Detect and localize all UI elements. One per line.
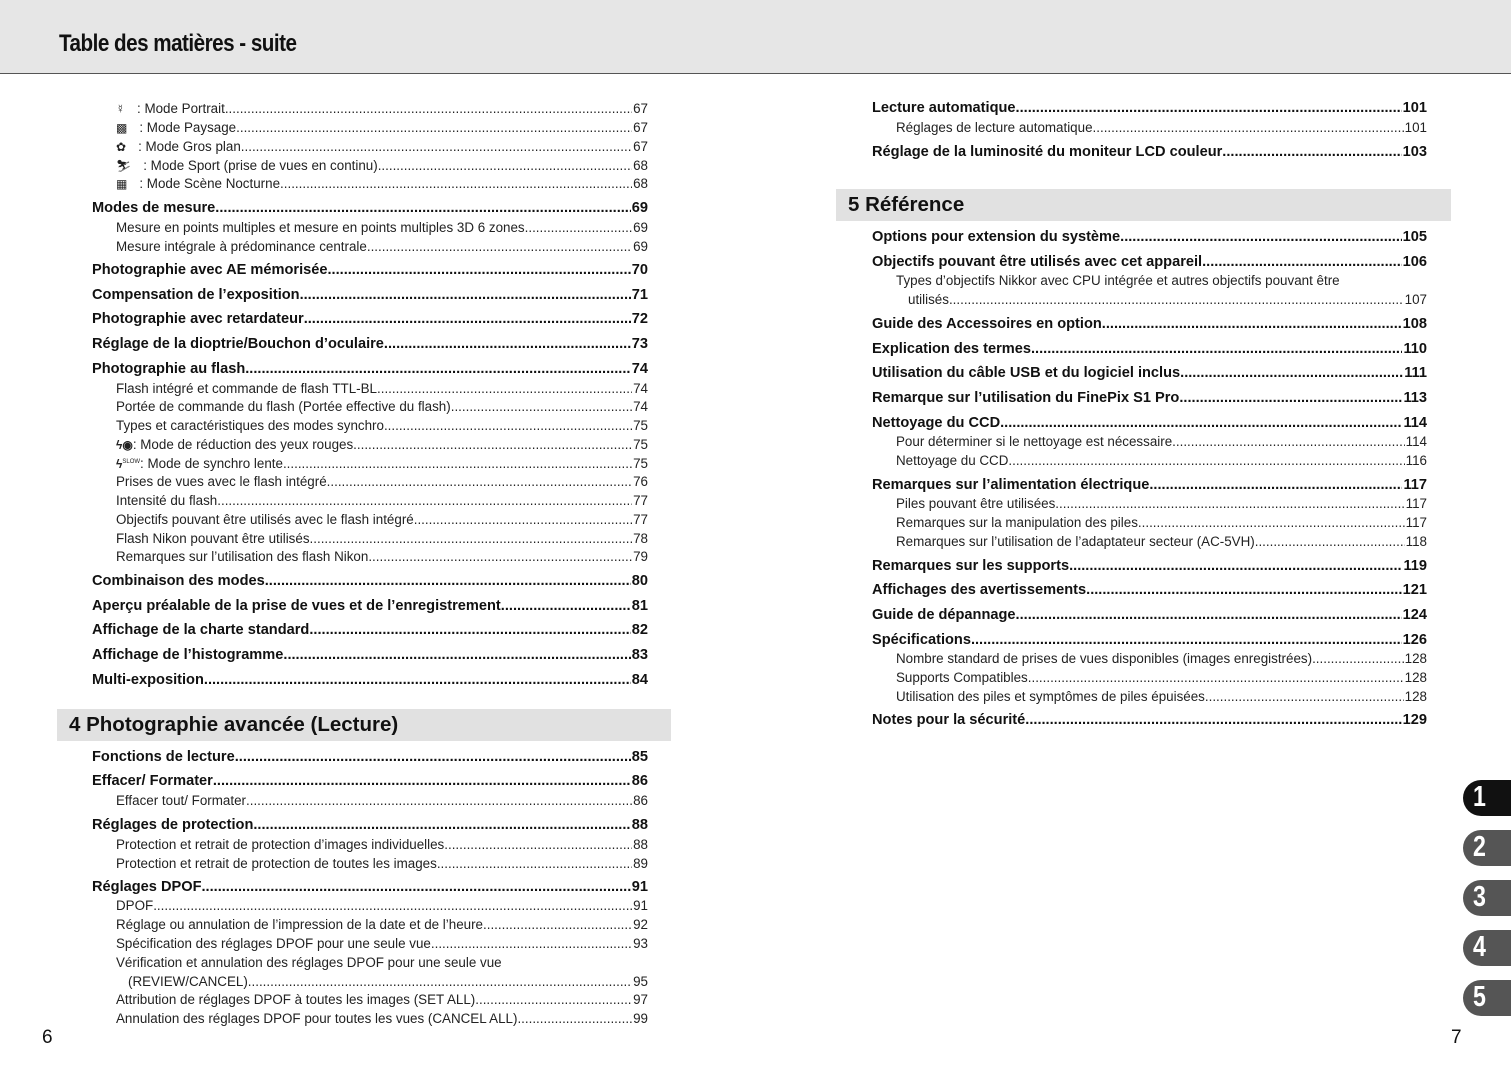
chapter-tab-label: 1 [1473,781,1486,813]
toc-subentry[interactable] [92,239,648,254]
leader-dots [501,598,631,615]
toc-entry-text: Utilisation des piles et symptômes de piles épuisées [896,689,1205,704]
leader-dots [1180,365,1403,382]
toc-subentry[interactable] [92,856,648,871]
toc-entry-text: : Mode Portrait [137,101,225,116]
leader-dots [367,239,632,254]
leader-dots [1008,453,1404,468]
toc-entry-text: Objectifs pouvant être utilisés avec le flash intégré [116,512,414,527]
leader-dots [204,672,631,689]
leader-dots [1222,144,1401,161]
toc-page-number: 73 [631,336,648,352]
toc-page-number: 99 [633,1011,648,1026]
toc-page-number: 126 [1402,632,1427,648]
toc-entry[interactable] [872,365,1427,382]
leader-dots [1025,712,1401,729]
chapter-tab-3[interactable] [1463,880,1511,916]
toc-entry-text: Effacer/ Formater [92,773,213,789]
toc-page-number: 69 [633,220,648,235]
leader-dots [1055,496,1404,511]
toc-entry[interactable] [92,622,648,639]
leader-dots [327,474,632,489]
toc-entry-text: Objectifs pouvant être utilisés avec cet appareil [872,254,1203,270]
toc-entry-text: utilisés [908,292,949,307]
toc-subentry[interactable] [92,1011,648,1026]
leader-dots [368,549,632,564]
leader-dots [949,292,1404,307]
toc-subentry[interactable] [92,120,648,136]
toc-entry-text: Remarque sur l’utilisation du FinePix S1 Pro [872,390,1180,406]
toc-page-number: 95 [633,974,648,989]
toc-entry[interactable] [872,316,1427,333]
toc-entry[interactable] [92,773,648,790]
leader-dots [236,120,632,135]
toc-entry[interactable] [872,341,1427,358]
toc-subentry[interactable] [92,474,648,489]
toc-entry-text: Spécification des réglages DPOF pour une seule vue [116,936,431,951]
toc-entry-text: Remarques sur les supports [872,558,1070,574]
toc-subentry[interactable] [92,992,648,1007]
toc-entry[interactable] [872,229,1427,246]
chapter-tab-4[interactable] [1463,930,1511,966]
leader-dots [235,749,631,766]
toc-page-number: 80 [631,573,648,589]
toc-entry[interactable] [872,712,1427,729]
leader-dots [1016,100,1402,117]
leader-dots [384,336,631,353]
toc-entry-text: Remarques sur l’utilisation de l’adaptateur secteur (AC-5VH) [896,534,1255,549]
toc-entry-text: Protection et retrait de protection de toutes les images [116,856,437,871]
toc-subentry[interactable] [872,534,1427,549]
toc-page-number: 79 [633,549,648,564]
toc-page-number: 105 [1402,229,1427,245]
toc-page-number: 81 [631,598,648,614]
toc-page-number: 72 [631,311,648,327]
toc-entry-text: Photographie avec AE mémorisée [92,262,328,278]
toc-page-number: 84 [631,672,648,688]
slow-label: SLOW [122,459,141,465]
leader-dots [1028,670,1404,685]
toc-subentry[interactable] [92,793,648,808]
toc-entry-text: Affichages des avertissements [872,582,1087,598]
toc-page-number: 108 [1402,316,1427,332]
leader-dots [215,200,630,217]
toc-page-number: 114 [1403,415,1427,431]
leader-dots [225,101,632,116]
section-5-band [836,189,1451,221]
leader-dots [309,622,630,639]
leader-dots [280,176,632,191]
toc-entry-text: Annulation des réglages DPOF pour toutes les vues (CANCEL ALL) [116,1011,518,1026]
toc-page-number: 75 [633,456,648,471]
leader-dots [1149,477,1402,494]
leader-dots [353,437,632,452]
toc-page-number: 92 [633,917,648,932]
flash-glyph: ϟ◉ [116,438,133,452]
toc-entry[interactable] [872,100,1427,117]
leader-dots [213,773,631,790]
toc-entry-text: Notes pour la sécurité [872,712,1026,728]
toc-page-number: 106 [1402,254,1427,270]
toc-page-number: 93 [633,936,648,951]
toc-entry-text: Types d’objectifs Nikkor avec CPU intégrée et autres objectifs pouvant être [896,273,1340,288]
toc-entry-text: Intensité du flash [116,493,218,508]
toc-subentry[interactable] [872,434,1427,449]
leader-dots [384,418,632,433]
toc-entry-text: Explication des termes [872,341,1031,357]
chapter-tab-label: 2 [1473,831,1486,863]
toc-subentry[interactable] [92,437,648,453]
toc-entry-text: Flash intégré et commande de flash TTL-BL [116,381,377,396]
leader-dots [253,817,630,834]
macro-mode-icon: ✿ [116,140,127,154]
leader-dots [245,361,631,378]
toc-entry[interactable] [92,311,648,328]
toc-subentry[interactable] [872,670,1427,685]
toc-subentry[interactable] [872,651,1427,666]
leader-dots [1069,558,1402,575]
toc-entry[interactable] [92,817,648,834]
toc-subentry[interactable] [872,689,1427,704]
toc-page-number: 121 [1402,582,1427,598]
toc-page-number: 86 [631,773,648,789]
leader-dots [1086,582,1402,599]
toc-page-number: 67 [633,120,648,135]
toc-subentry[interactable] [92,549,648,564]
toc-entry-text: Réglage de la dioptrie/Bouchon d’oculaire [92,336,384,352]
slow-sync-flash-icon [116,458,140,472]
toc-entry-text: Options pour extension du système [872,229,1121,245]
toc-entry-text: Nettoyage du CCD [896,453,1009,468]
leader-dots [1205,689,1404,704]
toc-page-number: 91 [631,879,648,895]
toc-entry-text: : Mode Paysage [139,120,237,135]
leader-dots [1102,316,1402,333]
toc-entry-text: Remarques sur l’utilisation des flash Nikon [116,549,369,564]
portrait-mode-icon: ☿ [116,102,125,116]
leader-dots [1202,254,1402,271]
toc-entry-text: Protection et retrait de protection d’images individuelles [116,837,445,852]
toc-entry-text: Réglage de la luminosité du moniteur LCD couleur [872,144,1223,160]
toc-page-number: 128 [1404,651,1427,666]
leader-dots [1016,607,1402,624]
red-eye-flash-icon [116,439,133,453]
leader-dots [451,399,632,414]
landscape-mode-icon: ▩ [116,121,128,135]
toc-page-number: 119 [1403,558,1427,574]
toc-entry-text: Spécifications [872,632,971,648]
toc-subentry[interactable] [92,917,648,932]
leader-dots [310,531,633,546]
toc-entry-text: : Mode Sport (prise de vues en continu) [143,158,378,173]
toc-subentry[interactable] [92,837,648,852]
leader-dots [1172,434,1404,449]
toc-page-number: 77 [633,493,648,508]
toc-entry[interactable] [872,607,1427,624]
leader-dots [377,381,632,396]
toc-entry-text: DPOF [116,898,154,913]
toc-subentry[interactable] [92,936,648,951]
toc-entry-text: Pour déterminer si le nettoyage est nécessaire [896,434,1173,449]
toc-entry[interactable] [872,254,1427,271]
header-bar [0,0,1511,74]
toc-subentry[interactable] [92,418,648,433]
toc-page-number: 128 [1404,689,1427,704]
toc-subentry[interactable] [92,898,648,913]
section-4-band [57,709,671,741]
toc-entry-text: (REVIEW/CANCEL) [128,974,248,989]
leader-dots [1312,651,1404,666]
toc-page-number: 74 [633,399,648,414]
leader-dots [971,632,1402,649]
toc-page-number: 75 [633,437,648,452]
section-5-title: 5 Référence [848,193,965,216]
toc-entry[interactable] [92,598,648,615]
leader-dots [1179,390,1402,407]
toc-page-number: 114 [1405,434,1427,449]
toc-page-number: 88 [633,837,648,852]
toc-page-number: 129 [1402,712,1427,728]
toc-page-number: 78 [633,531,648,546]
leader-dots [437,856,632,871]
toc-entry[interactable] [92,262,648,279]
toc-subentry[interactable] [92,531,648,546]
toc-entry[interactable] [92,647,648,664]
toc-entry-text: : Mode de synchro lente [140,456,283,471]
toc-page-number: 85 [631,749,648,765]
toc-page-number: 128 [1404,670,1427,685]
chapter-tab-1[interactable] [1463,780,1511,816]
toc-subentry[interactable] [92,955,648,970]
toc-entry[interactable] [92,672,648,689]
leader-dots [1255,534,1405,549]
toc-page-number: 117 [1405,496,1427,511]
toc-subentry[interactable] [92,399,648,414]
toc-subentry[interactable] [872,515,1427,530]
leader-dots [517,1011,632,1026]
toc-page-number: 118 [1405,534,1427,549]
sport-mode-icon: ⛷ [116,159,132,173]
toc-entry-text: Supports Compatibles [896,670,1028,685]
leader-dots [1093,120,1404,135]
section-4-title: 4 Photographie avancée (Lecture) [69,713,399,736]
toc-entry-text: Réglages DPOF [92,879,202,895]
toc-subentry[interactable] [92,220,648,235]
leader-dots [483,917,632,932]
toc-page-number: 117 [1405,515,1427,530]
toc-entry-text: Réglage ou annulation de l’impression de la date et de l’heure [116,917,484,932]
toc-entry-text: Combinaison des modes [92,573,265,589]
toc-page-number: 111 [1404,365,1427,381]
toc-entry-text: Modes de mesure [92,200,216,216]
toc-subentry[interactable] [92,512,648,527]
leader-dots [1120,229,1402,246]
toc-page-number: 89 [633,856,648,871]
toc-page-number: 68 [633,176,648,191]
leader-dots [1138,515,1405,530]
toc-page-number: 67 [633,101,648,116]
toc-entry-text: Lecture automatique [872,100,1016,116]
page-title: Table des matières - suite [59,30,297,57]
chapter-tab-label: 3 [1473,881,1486,913]
toc-entry[interactable] [92,336,648,353]
toc-page-number: 97 [633,992,648,1007]
toc-page-number: 88 [631,817,648,833]
leader-dots [1000,415,1402,432]
toc-page-number: 76 [633,474,648,489]
toc-entry[interactable] [872,632,1427,649]
toc-entry[interactable] [92,361,648,378]
toc-page-number: 69 [631,200,648,216]
chapter-tab-2[interactable] [1463,830,1511,866]
toc-entry-text: Nombre standard de prises de vues disponibles (images enregistrées) [896,651,1313,666]
toc-subentry[interactable] [92,456,648,472]
toc-entry[interactable] [92,287,648,304]
toc-subentry[interactable] [872,273,1427,288]
toc-entry-text: Remarques sur l’alimentation électrique [872,477,1150,493]
toc-page-number: 101 [1402,100,1427,116]
toc-entry-text: Mesure en points multiples et mesure en points multiples 3D 6 zones [116,220,525,235]
leader-dots [246,793,632,808]
toc-entry-text: Multi-exposition [92,672,204,688]
toc-page-number: 75 [633,418,648,433]
toc-entry-text: Mesure intégrale à prédominance centrale [116,239,367,254]
toc-page-number: 91 [633,898,648,913]
leader-dots [265,573,631,590]
toc-entry[interactable] [92,200,648,217]
toc-entry-text: Utilisation du câble USB et du logiciel inclus [872,365,1181,381]
toc-page-number: 68 [633,158,648,173]
toc-entry-text: Réglages de lecture automatique [896,120,1093,135]
toc-entry-text: Nettoyage du CCD [872,415,1001,431]
toc-page-number: 116 [1405,453,1427,468]
toc-entry[interactable] [872,390,1427,407]
leader-dots [414,512,632,527]
chapter-tab-label: 4 [1473,931,1486,963]
toc-entry-text: Prises de vues avec le flash intégré [116,474,327,489]
toc-entry[interactable] [872,415,1427,432]
leader-dots [201,879,630,896]
leader-dots [475,992,632,1007]
toc-page-number: 86 [633,793,648,808]
toc-entry-text: Portée de commande du flash (Portée effective du flash) [116,399,451,414]
toc-entry[interactable] [92,879,648,896]
leader-dots [300,287,631,304]
toc-entry-text: Effacer tout/ Formater [116,793,246,808]
leader-dots [283,647,630,664]
toc-entry[interactable] [872,144,1427,161]
toc-entry-text: Flash Nikon pouvant être utilisés [116,531,310,546]
leader-dots [283,456,632,471]
toc-entry-text: Affichage de la charte standard [92,622,310,638]
toc-entry-text: Piles pouvant être utilisées [896,496,1056,511]
toc-entry-text: Réglages de protection [92,817,254,833]
toc-entry-text: Types et caractéristiques des modes synchro [116,418,384,433]
chapter-tab-label: 5 [1473,981,1486,1013]
toc-subentry[interactable] [92,139,648,155]
toc-page-number: 117 [1403,477,1427,493]
toc-entry-text: : Mode de réduction des yeux rouges [132,437,354,452]
toc-page-number: 69 [633,239,648,254]
toc-subentry[interactable] [872,496,1427,511]
leader-dots [525,220,632,235]
flash-glyph: ϟ [116,457,123,471]
toc-subentry[interactable] [872,292,1427,307]
leader-dots [241,139,632,154]
leader-dots [1031,341,1402,358]
toc-entry[interactable] [872,477,1427,494]
toc-entry-text: Guide de dépannage [872,607,1016,623]
toc-entry-text: Compensation de l’exposition [92,287,300,303]
toc-subentry[interactable] [872,453,1427,468]
toc-entry[interactable] [872,582,1427,599]
night-scene-mode-icon: ▦ [116,177,128,191]
toc-subentry[interactable] [92,101,648,117]
toc-page-number: 124 [1402,607,1427,623]
toc-entry-text: Guide des Accessoires en option [872,316,1102,332]
right-page-number: 7 [1451,1027,1462,1048]
toc-subentry[interactable] [92,974,648,989]
toc-subentry[interactable] [92,158,648,174]
toc-entry-text: Remarques sur la manipulation des piles [896,515,1138,530]
toc-page-number: 83 [631,647,648,663]
leader-dots [217,493,632,508]
toc-page-number: 74 [633,381,648,396]
toc-entry-text: Aperçu préalable de la prise de vues et de l’enregistrement [92,598,501,614]
toc-page-number: 74 [631,361,648,377]
toc-entry-text: Vérification et annulation des réglages DPOF pour une seule vue [116,955,502,970]
toc-page-number: 67 [633,139,648,154]
toc-entry[interactable] [872,558,1427,575]
leader-dots [327,262,630,279]
toc-page-number: 77 [633,512,648,527]
toc-entry-text: Affichage de l’histogramme [92,647,284,663]
toc-entry-text: Fonctions de lecture [92,749,235,765]
chapter-tab-5[interactable] [1463,980,1511,1016]
toc-page-number: 101 [1404,120,1427,135]
toc-page-number: 71 [631,287,648,303]
toc-entry-text: : Mode Gros plan [138,139,241,154]
toc-subentry[interactable] [92,381,648,396]
leader-dots [153,898,632,913]
toc-page-number: 113 [1403,390,1427,406]
leader-dots [248,974,632,989]
toc-page-number: 107 [1404,292,1427,307]
leader-dots [378,158,632,173]
toc-subentry[interactable] [92,176,648,192]
toc-page-number: 82 [631,622,648,638]
left-page-number: 6 [42,1027,53,1048]
toc-entry[interactable] [92,749,648,766]
toc-entry[interactable] [92,573,648,590]
toc-entry-text: : Mode Scène Nocturne [139,176,281,191]
toc-page-number: 70 [631,262,648,278]
toc-entry-text: Photographie au flash [92,361,246,377]
toc-page-number: 103 [1402,144,1427,160]
toc-entry-text: Photographie avec retardateur [92,311,304,327]
leader-dots [444,837,632,852]
toc-subentry[interactable] [872,120,1427,135]
leader-dots [431,936,632,951]
toc-subentry[interactable] [92,493,648,508]
toc-page-number: 110 [1403,341,1427,357]
toc-entry-text: Attribution de réglages DPOF à toutes les images (SET ALL) [116,992,476,1007]
leader-dots [304,311,631,328]
